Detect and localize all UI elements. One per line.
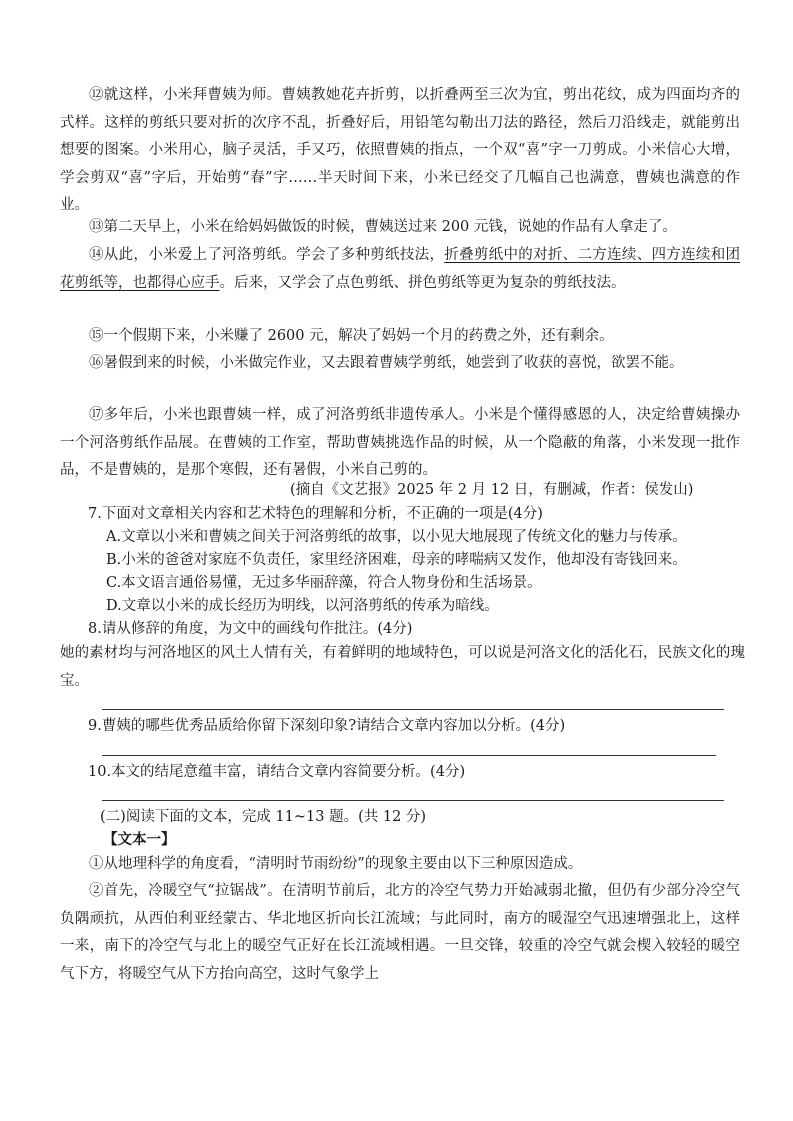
text-1-paragraph-2: ②首先，冷暖空气“拉锯战”。在清明节前后，北方的冷空气势力开始减弱北撤，但仍有少部分冷空气负隅顽抗，从西伯利亚经蒙古、华北地区折向长江流域；与此同时，南方的暖湿空气迅速增强北上，这样一来，南下的冷空气与北上的暖空气正好在长江流域相遇。一旦交锋，较重的冷空气就会楔入较轻的暖空气下方，将暖空气从下方抬向高空，这时气象学上: [60, 883, 740, 982]
underlined-sentence: 折叠剪纸中的对折、二方连续、四方连续和团花剪纸等，也都得心应手: [60, 247, 741, 291]
answer-line-q10: [102, 800, 724, 801]
paragraph-13: ⑬第二天早上，小米在给妈妈做饭的时候，曹姨送过来 200 元钱，说她的作品有人拿走了。: [89, 219, 677, 235]
question-7-option-a: A.文章以小米和曹姨之间关于河洛剪纸的故事，以小见大地展现了传统文化的魅力与传承。: [106, 529, 687, 545]
answer-line-q9: [102, 755, 716, 756]
underlined-sentence-quote: 她的素材均与河洛地区的风土人情有关，有着鲜明的地域特色，可以说是河洛文化的活化石，民族文化的瑰宝。: [60, 645, 745, 689]
paragraph-15: ⑮一个假期下来，小米赚了 2600 元，解决了妈妈一个月的药费之外，还有剩余。: [89, 328, 614, 344]
paragraph-14: [60, 242, 740, 297]
answer-line-q8: [102, 709, 724, 710]
question-7-option-b: B.小米的爸爸对家庭不负责任，家里经济困难，母亲的哮喘病又发作，他却没有寄钱回来。: [106, 552, 687, 568]
paragraph-14-end: 。后来，又学会了点色剪纸、拼色剪纸等更为复杂的剪纸技法。: [219, 274, 626, 291]
text-1-paragraph-1: ①从地理科学的角度看，“清明时节雨纷纷”的现象主要由以下三种原因造成。: [89, 856, 583, 872]
question-8: 8.请从修辞的角度，为文中的画线句作批注。(4分): [88, 621, 413, 637]
paragraph-17: ⑰多年后，小米也跟曹姨一样，成了河洛剪纸非遗传承人。小米是个懂得感恩的人，决定给曹姨操办一个河洛剪纸作品展。在曹姨的工作室，帮助曹姨挑选作品的时候，从一个隐蔽的角落，小米发现一批作品，不是曹姨的，是那个寒假，还有暑假，小米自己剪的。: [60, 407, 740, 478]
paragraph-12: ⑫就这样，小米拜曹姨为师。曹姨教她花卉折剪，以折叠两至三次为宜，剪出花纹，成为四面均齐的式样。这样的剪纸只要对折的次序不乱，折叠好后，用铅笔勾勒出刀法的路径，然后刀沿线走，就能剪出想要的图案。小米用心，脑子灵活，手又巧，依照曹姨的指点，一个双“喜”字一刀剪成。小米信心大增，学会剪双“喜”字后，开始剪“春”字……半天时间下来，小米已经交了几幅自己也满意，曹姨也满意的作业。: [60, 87, 740, 213]
paragraph-16: ⑯暑假到来的时候，小米做完作业，又去跟着曹姨学剪纸，她尝到了收获的喜悦，欲罢不能。: [89, 355, 684, 371]
question-7-option-c: C.本文语言通俗易懂，无过多华丽辞藻，符合人物身份和生活场景。: [106, 575, 542, 591]
question-9: 9.曹姨的哪些优秀品质给你留下深刻印象?请结合文章内容加以分析。(4分): [88, 718, 566, 734]
paragraph-14-start: ⑭从此，小米爱上了河洛剪纸。学会了多种剪纸技法，: [89, 247, 445, 263]
question-7-option-d: D.文章以小米的成长经历为明线，以河洛剪纸的传承为暗线。: [106, 598, 499, 614]
source-citation: (摘自《文艺报》2025 年 2 月 12 日，有删减，作者：侯发山): [290, 482, 694, 498]
question-7: 7.下面对文章相关内容和艺术特色的理解和分析，不正确的一项是(4分): [88, 506, 543, 522]
question-10: 10.本文的结尾意蕴丰富，请结合文章内容简要分析。(4分): [88, 764, 466, 780]
section-2-intro: (二)阅读下面的文本，完成 11~13 题。(共 12 分): [100, 809, 427, 825]
text-1-heading: 【文本一】: [103, 831, 176, 848]
